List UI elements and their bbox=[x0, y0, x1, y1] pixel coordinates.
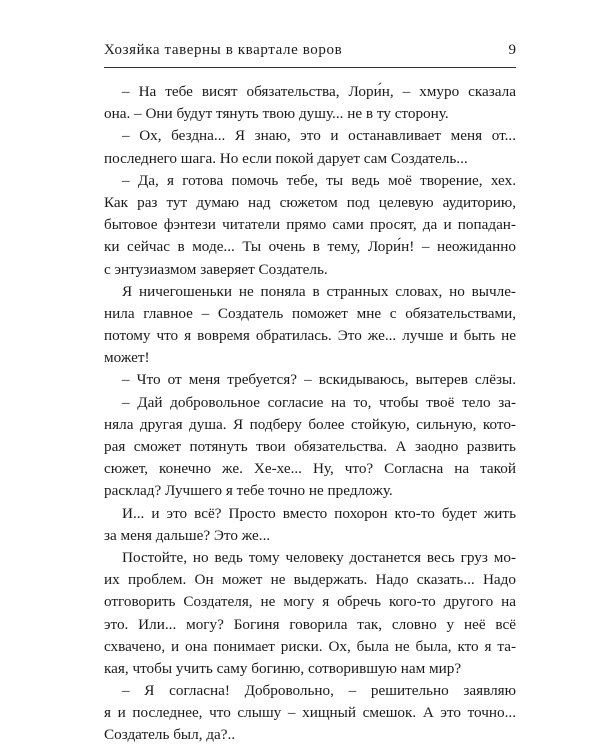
header-divider bbox=[104, 67, 516, 68]
text-line: я и последнее, что слышу – хищный смешок. А это точно... bbox=[104, 704, 516, 722]
text-line: – На тебе висят обязательства, Лори́н, – хмуро сказала bbox=[122, 83, 516, 100]
text-line: – Дай добровольное согласие на то, чтобы твоё тело за- bbox=[122, 393, 516, 411]
text-line: это. Или... могу? Богиня говорила так, словно у неё всё bbox=[104, 615, 516, 633]
text-line: расклад? Лучшего я тебе точно не предложу. bbox=[104, 482, 393, 500]
running-title: Хозяйка таверны в квартале воров bbox=[104, 42, 343, 58]
text-line: И... и это всё? Просто вместо похорон кто-то будет жить bbox=[122, 504, 516, 522]
text-line: Как раз тут думаю над сюжетом под целевую аудиторию, bbox=[104, 193, 516, 211]
text-line: за меня дальше? Это же... bbox=[104, 526, 271, 544]
text-line: – Я согласна! Добровольно, – решительно заявляю bbox=[122, 682, 516, 700]
text-line: сюжет, конечно же. Хе-хе... Ну, что? Согласна на такой bbox=[104, 460, 516, 478]
text-line: бытовое фэнтези читатели прямо сами просят, да и попадан- bbox=[104, 216, 516, 234]
text-line: ки сейчас в моде... Ты очень в тему, Лори́н! – неожиданно bbox=[104, 238, 516, 256]
text-line: схвачено, и она понимает риски. Ох, была не была, кто я та- bbox=[104, 637, 516, 655]
body-text bbox=[104, 81, 516, 747]
text-line: с энтузиазмом заверяет Создатель. bbox=[104, 260, 328, 278]
text-line: потому что я вовремя обратилась. Это же... лучше и быть не bbox=[104, 327, 516, 345]
text-line: отговорить Создателя, не могу я обречь кого-то другого на bbox=[104, 593, 516, 611]
text-line: она. – Они будут тянуть твою душу... не в ту сторону. bbox=[104, 105, 449, 123]
text-line: рая сможет потянуть твои обязательства. А заодно развить bbox=[104, 438, 516, 455]
text-line: Постойте, но ведь тому человеку достанется весь груз мо- bbox=[122, 548, 516, 566]
text-line: их проблем. Он может не выдержать. Надо сказать... Надо bbox=[104, 571, 516, 589]
text-line: кая, чтобы учить саму богиню, сотворившую нам мир? bbox=[104, 659, 462, 677]
text-line: может! bbox=[104, 349, 150, 367]
text-line: – Что от меня требуется? – вскидываюсь, вытерев слёзы. bbox=[122, 371, 516, 389]
text-line: няла другая душа. Я подберу более стойкую, сильную, кото- bbox=[104, 415, 516, 433]
text-line: последнего шага. Но если покой дарует сам Создатель... bbox=[104, 149, 468, 167]
text-line: Создатель был, да?.. bbox=[104, 726, 236, 744]
page-header bbox=[104, 38, 516, 66]
text-line: нила главное – Создатель поможет мне с обязательствами, bbox=[104, 304, 516, 322]
page-number: 9 bbox=[508, 42, 516, 58]
text-line: Я ничегошеньки не поняла в странных словах, но вычле- bbox=[122, 282, 516, 300]
text-line: – Да, я готова помочь тебе, ты ведь моё творение, хех. bbox=[122, 171, 516, 189]
text-line: – Ох, бездна... Я знаю, это и останавливает меня от... bbox=[122, 127, 516, 145]
